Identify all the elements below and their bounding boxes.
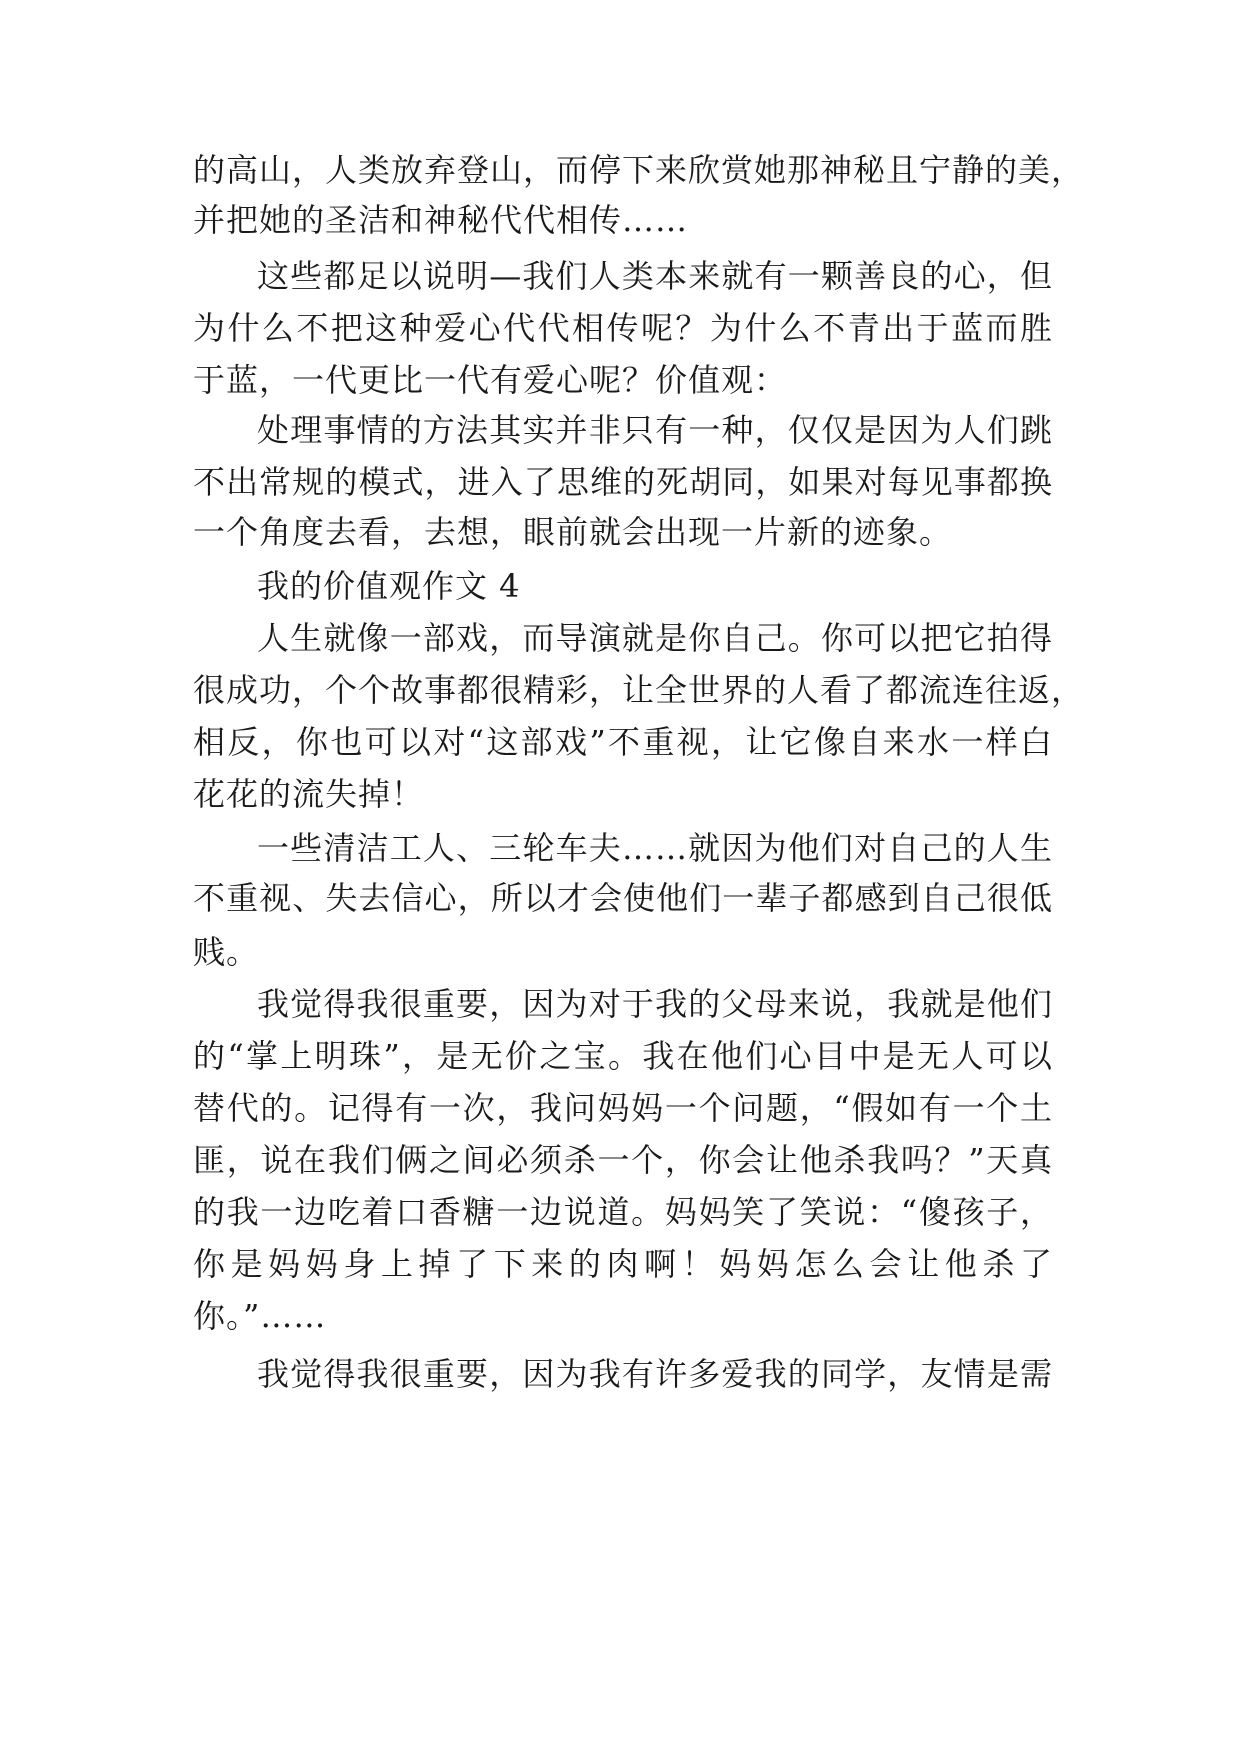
text-line: 很成功，个个故事都很精彩，让全世界的人看了都流连往返， xyxy=(193,671,1085,709)
text-line: 一个角度去看，去想，眼前就会出现一片新的迹象。 xyxy=(193,513,953,551)
section-heading: 我的价值观作文 4 xyxy=(257,567,521,605)
text-line: 相反，你也可以对“这部戏”不重视，让它像自来水一样白 xyxy=(193,723,1053,761)
text-line: 匪，说在我们俩之间必须杀一个，你会让他杀我吗？”天真 xyxy=(193,1141,1053,1179)
text-line: 的“掌上明珠”，是无价之宝。我在他们心目中是无人可以 xyxy=(193,1037,1053,1075)
text-line: 你是妈妈身上掉了下来的肉啊！妈妈怎么会让他杀了 xyxy=(193,1245,1053,1283)
text-line: 的高山，人类放弃登山，而停下来欣赏她那神秘且宁静的美， xyxy=(193,151,1085,189)
text-line: 不出常规的模式，进入了思维的死胡同，如果对每见事都换 xyxy=(193,463,1053,501)
text-line: 为什么不把这种爱心代代相传呢？为什么不青出于蓝而胜 xyxy=(193,309,1053,347)
text-line: 人生就像一部戏，而导演就是你自己。你可以把它拍得 xyxy=(257,619,1053,657)
text-line: 我觉得我很重要，因为对于我的父母来说，我就是他们 xyxy=(257,985,1053,1023)
text-line: 并把她的圣洁和神秘代代相传…… xyxy=(193,201,689,239)
text-line: 这些都足以说明—我们人类本来就有一颗善良的心，但 xyxy=(257,257,1053,295)
text-line: 处理事情的方法其实并非只有一种，仅仅是因为人们跳 xyxy=(257,411,1053,449)
text-line: 不重视、失去信心，所以才会使他们一辈子都感到自己很低 xyxy=(193,879,1053,917)
text-line: 你。”…… xyxy=(193,1297,327,1335)
text-line: 的我一边吃着口香糖一边说道。妈妈笑了笑说：“傻孩子， xyxy=(193,1193,1053,1231)
text-line: 替代的。记得有一次，我问妈妈一个问题，“假如有一个土 xyxy=(193,1089,1053,1127)
text-line: 我觉得我很重要，因为我有许多爱我的同学，友情是需 xyxy=(257,1355,1053,1393)
text-line: 贱。 xyxy=(193,933,260,971)
text-line: 于蓝，一代更比一代有爱心呢？价值观： xyxy=(193,361,788,399)
text-line: 一些清洁工人、三轮车夫……就因为他们对自己的人生 xyxy=(257,829,1053,867)
text-line: 花花的流失掉！ xyxy=(193,775,425,813)
